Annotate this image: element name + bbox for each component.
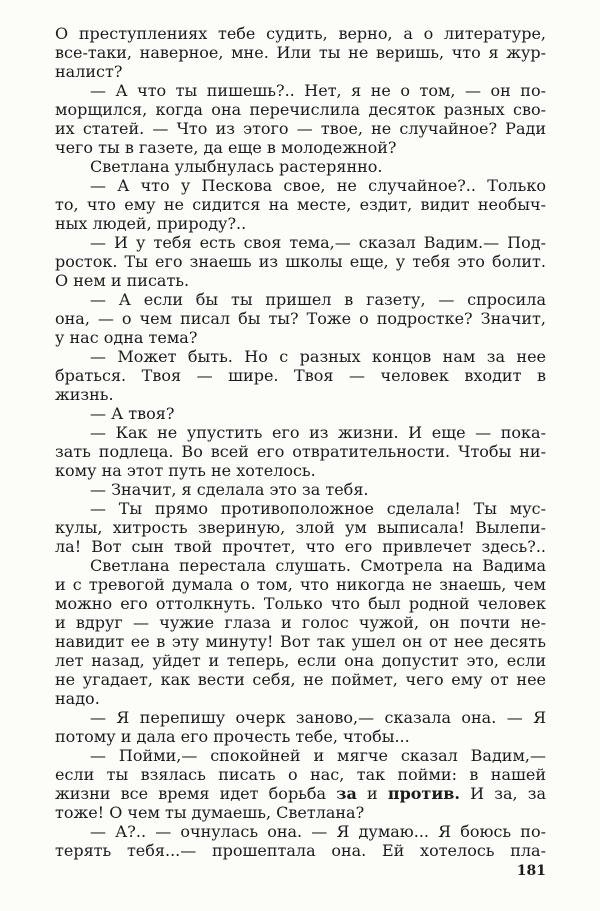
text-line: тоже! О чем ты думаешь, Светлана?: [55, 803, 365, 822]
text-line: — А что ты пишешь?.. Нет, я не о том, — он по-: [90, 81, 546, 100]
text-line: Светлана улыбнулась растерянно.: [90, 157, 383, 176]
emphasis-bold: против.: [387, 784, 460, 803]
text-line: Светлана перестала слушать. Смотрела на Вадима: [90, 556, 546, 575]
text-line: все-таки, наверное, мне. Или ты не веришь, что я жур-: [55, 43, 546, 62]
text-line: кулы, хитрость звериную, злой ум выписала! Вылепи-: [55, 518, 546, 537]
text-line: росток. Ты его знаешь из школы еще, у тебя это болит.: [55, 252, 546, 271]
text-line: кому на этот путь не хотелось.: [55, 461, 316, 480]
text-line: она, — о чем писал бы ты? Тоже о подростке? Значит,: [55, 309, 546, 328]
text-line: если ты взялась писать о нас, так пойми: в нашей: [55, 765, 546, 784]
text-line: можно его оттолкнуть. Только что был родной человек: [55, 594, 546, 613]
text-line: навидит ее в эту минуту! Вот так ушел он от нее десять: [55, 632, 546, 651]
text-line: — Пойми,— спокойней и мягче сказал Вадим,—: [90, 746, 546, 765]
text-line: — Значит, я сделала это за тебя.: [90, 480, 369, 499]
text-line: ных людей, природу?..: [55, 214, 247, 233]
text-line: — Может быть. Но с разных концов нам за нее: [90, 347, 546, 366]
text-line: — Я перепишу очерк заново,— сказала она. — Я: [90, 708, 546, 727]
text-line: зать подлеца. Во всей его отвратительности. Чтобы ни-: [55, 442, 546, 461]
page-number: 181: [516, 863, 546, 879]
emphasis-bold: за: [336, 784, 357, 803]
text-line: потому и дала его прочесть тебе, чтобы...: [55, 727, 410, 746]
text-line: — А твоя?: [90, 404, 175, 423]
text-line: браться. Твоя — шире. Твоя — человек входит в: [55, 366, 546, 385]
text-line: О преступлениях тебе судить, верно, а о литературе,: [55, 24, 546, 43]
text-line: — Ты прямо противоположное сделала! Ты мус-: [90, 499, 546, 518]
text-line: [55, 784, 546, 803]
text-line: — А что у Пескова свое, не случайное?.. Только: [90, 176, 546, 195]
text-line: — И у тебя есть своя тема,— сказал Вадим.— Под-: [90, 233, 546, 252]
text-line: у нас одна тема?: [55, 328, 198, 347]
text-segment: И за, за: [459, 784, 547, 803]
text-line: жизнь.: [55, 385, 114, 404]
text-line: чего ты в газете, да еще в молодежной?: [55, 138, 397, 157]
text-line: терять тебя...— прошептала она. Ей хотелось пла-: [55, 841, 546, 860]
text-line: надо.: [55, 689, 100, 708]
text-line: и вдруг — чужие глаза и голос чужой, он почти не-: [55, 613, 546, 632]
text-line: О нем и писать.: [55, 271, 190, 290]
text-line: их статей. — Что из этого — твое, не случайное? Ради: [55, 119, 546, 138]
text-line: то, что ему не сидится на месте, ездит, видит необыч-: [55, 195, 546, 214]
text-line: ла! Вот сын твой прочтет, что его привлечет здесь?..: [55, 537, 546, 556]
text-line: налист?: [55, 62, 123, 81]
text-line: лет назад, уйдет и теперь, если она допустит это, если: [55, 651, 546, 670]
text-line: и с тревогой думала о том, что никогда не знаешь, чем: [55, 575, 546, 594]
text-segment: и: [356, 784, 388, 803]
text-line: морщился, когда она перечислила десяток разных сво-: [55, 100, 546, 119]
page-text: [55, 24, 546, 860]
text-segment: жизни все время идет борьба: [55, 784, 337, 803]
text-line: — Как не упустить его из жизни. И еще — пока-: [90, 423, 546, 442]
text-line: — А если бы ты пришел в газету, — спросила: [90, 290, 546, 309]
text-line: не угадает, как вести себя, не поймет, чего ему от нее: [55, 670, 546, 689]
text-line: — А?.. — очнулась она. — Я думаю... Я боюсь по-: [90, 822, 546, 841]
